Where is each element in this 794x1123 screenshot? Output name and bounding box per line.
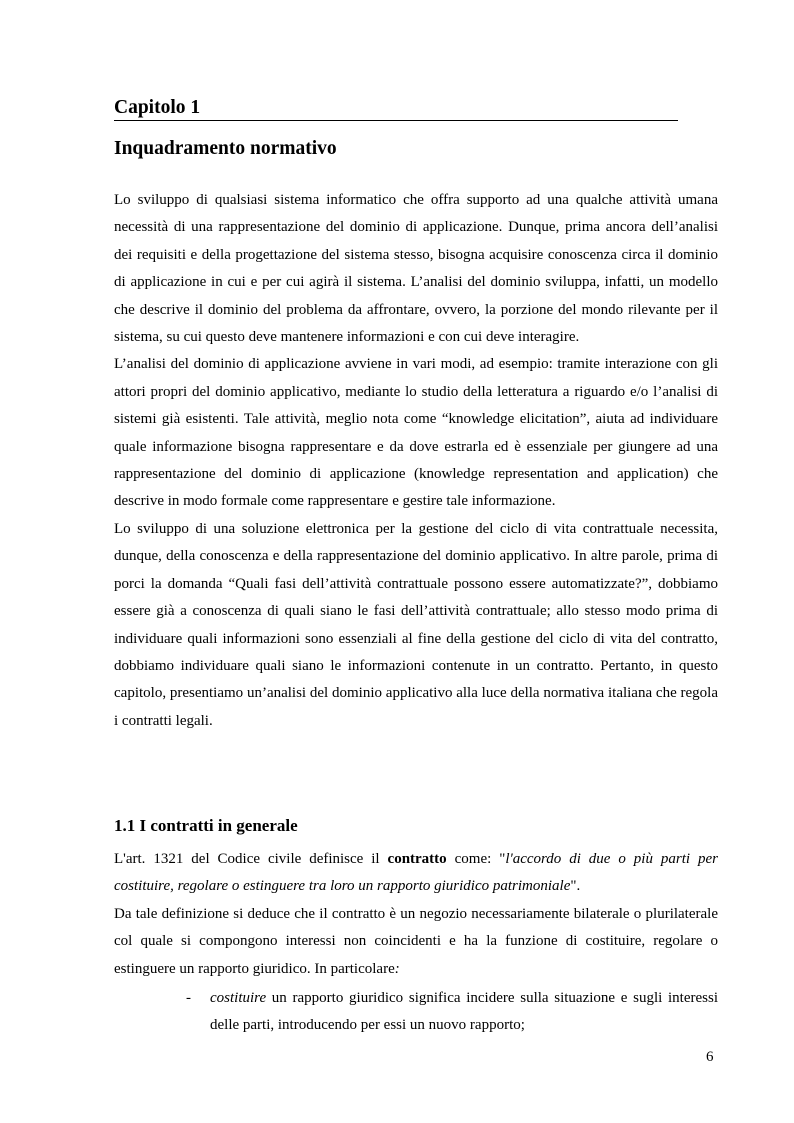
list-text: un rapporto giuridico significa incidere sulla situazione e sugli interessi delle parti, introducendo per essi un nuovo rapporto;	[210, 990, 718, 1034]
section-body	[114, 846, 718, 983]
intro-paragraph-1: Lo sviluppo di qualsiasi sistema informatico che offra supporto ad una qualche attività umana necessità di una rappresentazione del dominio di applicazione. Dunque, prima ancora dell’analisi dei requisiti e della progettazione del sistema stesso, bisogna acquisire conoscenza circa il dominio di applicazione in cui e per cui agirà il sistema. L’analisi del dominio sviluppa, infatti, un modello che descrive il dominio del problema da affrontare, ovvero, la porzione del mondo rilevante per il sistema, su cui questo deve mantenere informazioni e con cui deve interagire.	[114, 192, 718, 346]
intro-paragraph-3: Lo sviluppo di una soluzione elettronica per la gestione del ciclo di vita contrattuale necessita, dunque, della conoscenza e della rappresentazione del dominio applicativo. In altre parole, prima di porci la domanda “Quali fasi dell’attività contrattuale possono essere automatizzate?”, dobbiamo essere già a conoscenza di quali siano le fasi dell’attività contrattuale; allo stesso modo prima di individuare quali informazioni sono essenziali al fine della gestione del ciclo di vita del contratto, dobbiamo individuare quali siano le informazioni contenute in un contratto. Pertanto, in questo capitolo, presentiamo un’analisi del dominio applicativo alla luce della normativa italiana che regola i contratti legali.	[114, 520, 718, 729]
function-list	[114, 985, 718, 1040]
list-term: costituire	[210, 990, 267, 1006]
list-dash: -	[186, 990, 191, 1006]
section-title: 1.1 I contratti in generale	[114, 816, 298, 835]
definition-quote: l'accordo di due o più parti per costituire, regolare o estinguere tra loro un rapporto giuridico patrimoniale	[114, 851, 718, 895]
definition-mid: come: "	[446, 851, 506, 867]
definition-paragraph	[114, 846, 718, 901]
chapter-label: Capitolo 1	[114, 96, 678, 121]
definition-term: contratto	[387, 851, 447, 867]
intro-paragraph-2: L’analisi del dominio di applicazione avviene in vari modi, ad esempio: tramite interazione con gli attori propri del dominio applicativo, mediante lo studio della letteratura a riguardo e/o l’analisi di sistemi già esistenti. Tale attività, meglio nota come “knowledge elicitation”, aiuta ad individuare quale informazione bisogna rappresentare e da dove estrarla ed è essenziale per giungere ad una rappresentazione del dominio di applicazione (knowledge representation and application) che descrive in modo formale come rappresentare e gestire tale informazione.	[114, 356, 718, 510]
deduction-colon: :	[394, 960, 400, 977]
list-item	[114, 985, 718, 1040]
page-number: 6	[706, 1049, 714, 1065]
intro-text	[114, 187, 718, 735]
chapter-title: Inquadramento normativo	[114, 138, 337, 159]
definition-pre: L'art. 1321 del Codice civile definisce il	[114, 851, 388, 867]
deduction-text: Da tale definizione si deduce che il contratto è un negozio necessariamente bilaterale o plurilaterale col quale si compongono interessi non coincidenti e ha la funzione di costituire, regolare o estinguere un rapporto giuridico. In particolare	[114, 905, 718, 977]
definition-post: ".	[570, 878, 581, 895]
deduction-paragraph	[114, 901, 718, 983]
